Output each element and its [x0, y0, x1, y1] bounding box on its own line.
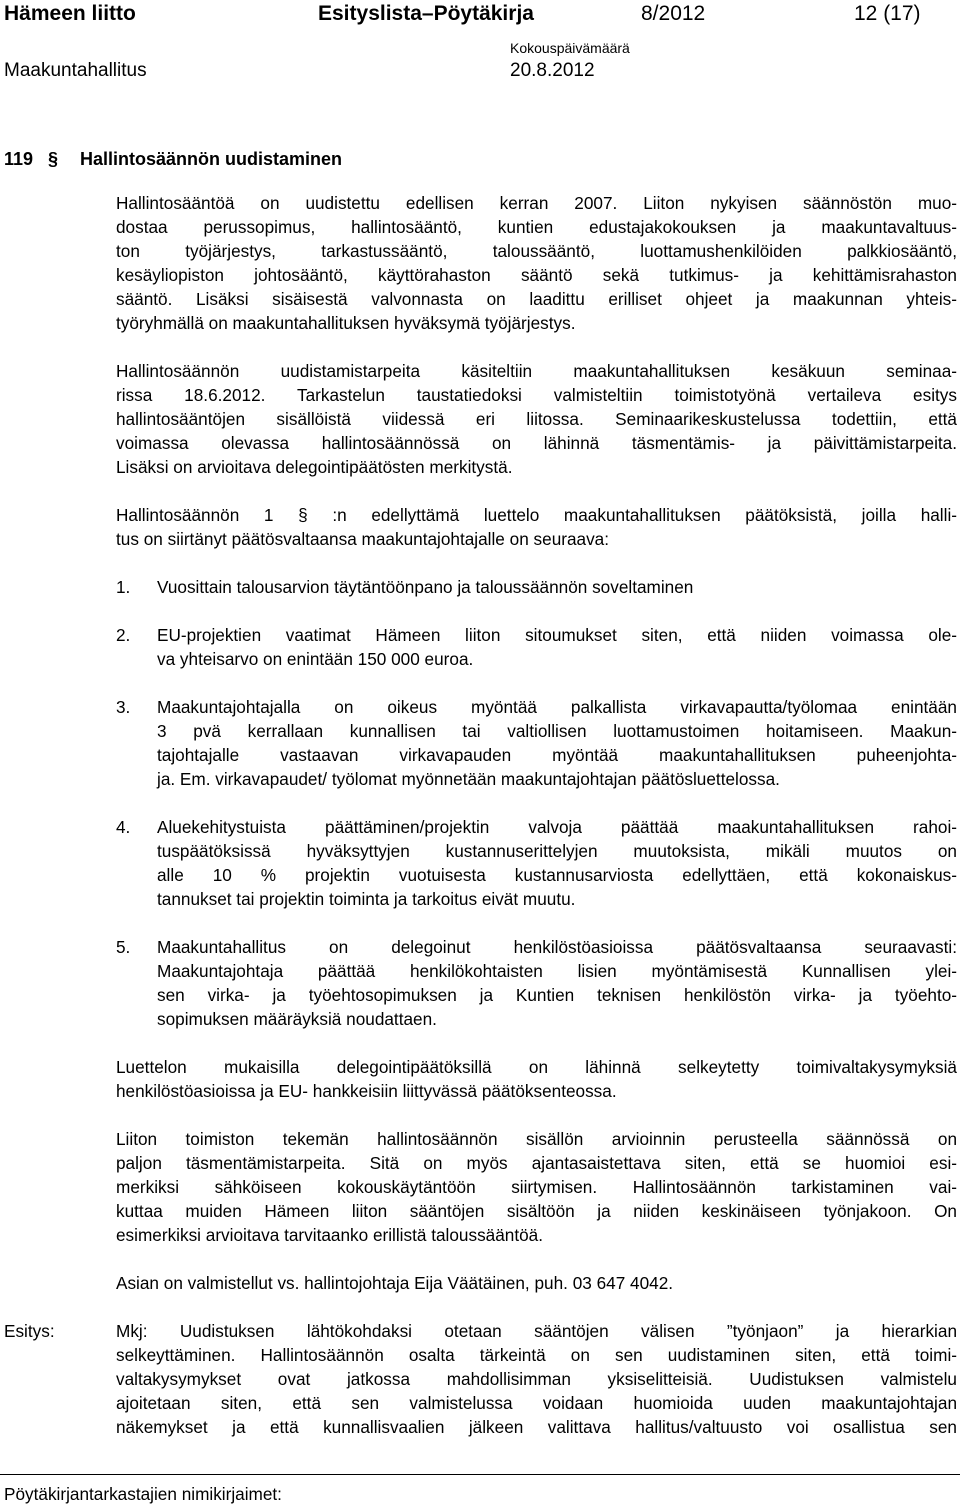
- paragraph-line: Hallintosääntöä on uudistettu edellisen kerran 2007. Liiton nykyisen säännöstön muo-: [116, 193, 957, 213]
- footer-divider: [0, 1474, 960, 1475]
- list-item-number: 5.: [116, 937, 131, 957]
- list-item-line: 3 pvä kerrallaan kunnallisen tai valtiollisen luottamustoimen hoitamiseen. Maakun-: [157, 721, 957, 741]
- paragraph-line: Hallintosäännön uudistamistarpeita käsiteltiin maakuntahallituksen kesäkuun seminaa-: [116, 361, 957, 381]
- proposal-line: näkemykset ja että kunnallisvaalien jälkeen valittava hallitus/valtuusto voi osallistua sen: [116, 1417, 957, 1437]
- list-item-line: va yhteisarvo on enintään 150 000 euroa.: [157, 649, 474, 669]
- proposal-label: Esitys:: [4, 1321, 55, 1341]
- paragraph-line: merkiksi sähköiseen kokouskäytäntöön siirtymisen. Hallintosäännön tarkistaminen vai-: [116, 1177, 957, 1197]
- proposal-line: valtakysymykset ovat jatkossa mahdollisimman yksiselitteisiä. Uudistuksen valmistelu: [116, 1369, 957, 1389]
- list-item-line: sen virka- ja työehtosopimuksen ja Kuntien teknisen henkilöstön virka- ja työehto-: [157, 985, 957, 1005]
- section-number: 119: [4, 149, 34, 169]
- list-item-number: 4.: [116, 817, 131, 837]
- paragraph-line: paljon täsmentämistarpeita. Sitä on myös ajantasaistettava siten, että se huomioi esi-: [116, 1153, 957, 1173]
- list-item-number: 1.: [116, 577, 131, 597]
- list-item-line: Maakuntahallitus on delegoinut henkilöstöasioissa päätösvaltaansa seuraavasti:: [157, 937, 957, 957]
- list-item-line: ja. Em. virkavapaudet/ työlomat myönnetään maakuntajohtajan päätösluettelossa.: [157, 769, 780, 789]
- list-item-number: 2.: [116, 625, 131, 645]
- paragraph-line: Lisäksi on arvioitava delegointipäätösten merkitystä.: [116, 457, 513, 477]
- paragraph-line: voimassa olevassa hallintosäännössä on lähinnä täsmentämis- ja päivittämistarpeita.: [116, 433, 957, 453]
- paragraph-line: Luettelon mukaisilla delegointipäätöksillä on lähinnä selkeytetty toimivaltakysymyksiä: [116, 1057, 957, 1077]
- paragraph-line: rissa 18.6.2012. Tarkastelun taustatiedoksi valmisteltiin toimistotyönä vertaileva esitys: [116, 385, 957, 405]
- section-title: Hallintosäännön uudistaminen: [80, 149, 343, 169]
- page-number: 12 (17): [854, 2, 921, 25]
- paragraph-line: hallintosääntöjen sisällöistä viidessä eri liitossa. Seminaarikeskustelussa todettiin, että: [116, 409, 957, 429]
- governing-body: Maakuntahallitus: [4, 60, 147, 81]
- doc-number: 8/2012: [641, 2, 706, 25]
- list-item-line: sopimuksen määräyksiä noudattaen.: [157, 1009, 437, 1029]
- paragraph-line: ton työjärjestys, tarkastussääntö, taloussääntö, luottamushenkilöiden palkkiosääntö,: [116, 241, 957, 261]
- paragraph-line: Liiton toimiston tekemän hallintosäännön sisällön arvioinnin perusteella säännössä on: [116, 1129, 957, 1149]
- paragraph-line: kesäyliopiston johtosääntö, käyttörahaston sääntö sekä tutkimus- ja kehittämisrahaston: [116, 265, 957, 285]
- list-item-line: Maakuntajohtaja päättää henkilökohtaisten lisien myöntämisestä Kunnallisen ylei-: [157, 961, 957, 981]
- org-name: Hämeen liitto: [4, 2, 136, 25]
- paragraph-line: työryhmällä on maakuntahallituksen hyväksymä työjärjestys.: [116, 313, 576, 333]
- list-item-line: tajohtajalle vastaavan virkavapauden myöntää maakuntahallituksen puheenjohta-: [157, 745, 957, 765]
- paragraph-line: dostaa perussopimus, hallintosääntö, kuntien edustajakokouksen ja maakuntavaltuus-: [116, 217, 957, 237]
- paragraph-line: tus on siirtänyt päätösvaltaansa maakuntajohtajalle on seuraava:: [116, 529, 610, 549]
- paragraph-line: kuttaa muiden Hämeen liiton sääntöjen sisältöön ja niiden keskinäiseen työnjakoon. On: [116, 1201, 957, 1221]
- list-item-number: 3.: [116, 697, 131, 717]
- preparer-line: Asian on valmistellut vs. hallintojohtaja Eija Väätäinen, puh. 03 647 4042.: [116, 1273, 674, 1293]
- signatures-label: Pöytäkirjantarkastajien nimikirjaimet:: [4, 1484, 282, 1504]
- list-item-line: Aluekehitystuista päättäminen/projektin valvoja päättää maakuntahallituksen rahoi-: [157, 817, 957, 837]
- paragraph-line: sääntö. Lisäksi sisäisestä valvonnasta on laadittu erilliset ohjeet ja maakunnan yhteis-: [116, 289, 957, 309]
- list-item-line: tuspäätöksissä hyväksyttyjen kustannuserittelyjen muutoksista, mikäli muutos on: [157, 841, 957, 861]
- list-item-line: Maakuntajohtajalla on oikeus myöntää palkallista virkavapautta/työlomaa enintään: [157, 697, 957, 717]
- list-item-line: Vuosittain talousarvion täytäntöönpano ja taloussäännön soveltaminen: [157, 577, 694, 597]
- meeting-date: 20.8.2012: [510, 60, 595, 81]
- paragraph-line: esimerkiksi arvioitava tarvitaanko erillistä taloussääntöä.: [116, 1225, 544, 1245]
- list-item-line: alle 10 % projektin vuotuisesta kustannusarviosta edellyttäen, että kokonaiskus-: [157, 865, 957, 885]
- list-item-line: EU-projektien vaatimat Hämeen liiton sitoumukset siten, että niiden voimassa ole-: [157, 625, 957, 645]
- meeting-date-label: Kokouspäivämäärä: [510, 40, 630, 56]
- list-item-line: tannukset tai projektin toiminta ja tarkoitus eivät muutu.: [157, 889, 576, 909]
- section-sign: §: [48, 149, 59, 169]
- proposal-line: ajoitetaan siten, että sen valmistelussa voidaan huomioida uuden maakuntajohtajan: [116, 1393, 957, 1413]
- paragraph-line: Hallintosäännön 1 § :n edellyttämä luettelo maakuntahallituksen päätöksistä, joilla halli-: [116, 505, 957, 525]
- proposal-line: Mkj: Uudistuksen lähtökohdaksi otetaan sääntöjen välisen ”työnjaon” ja hierarkian: [116, 1321, 957, 1341]
- paragraph-line: henkilöstöasioissa ja EU- hankkeisiin liittyvässä päätöksenteossa.: [116, 1081, 617, 1101]
- doc-type: Esityslista–Pöytäkirja: [318, 2, 534, 25]
- proposal-line: selkeyttäminen. Hallintosäännön osalta tärkeintä on sen uudistaminen siten, että toimi-: [116, 1345, 957, 1365]
